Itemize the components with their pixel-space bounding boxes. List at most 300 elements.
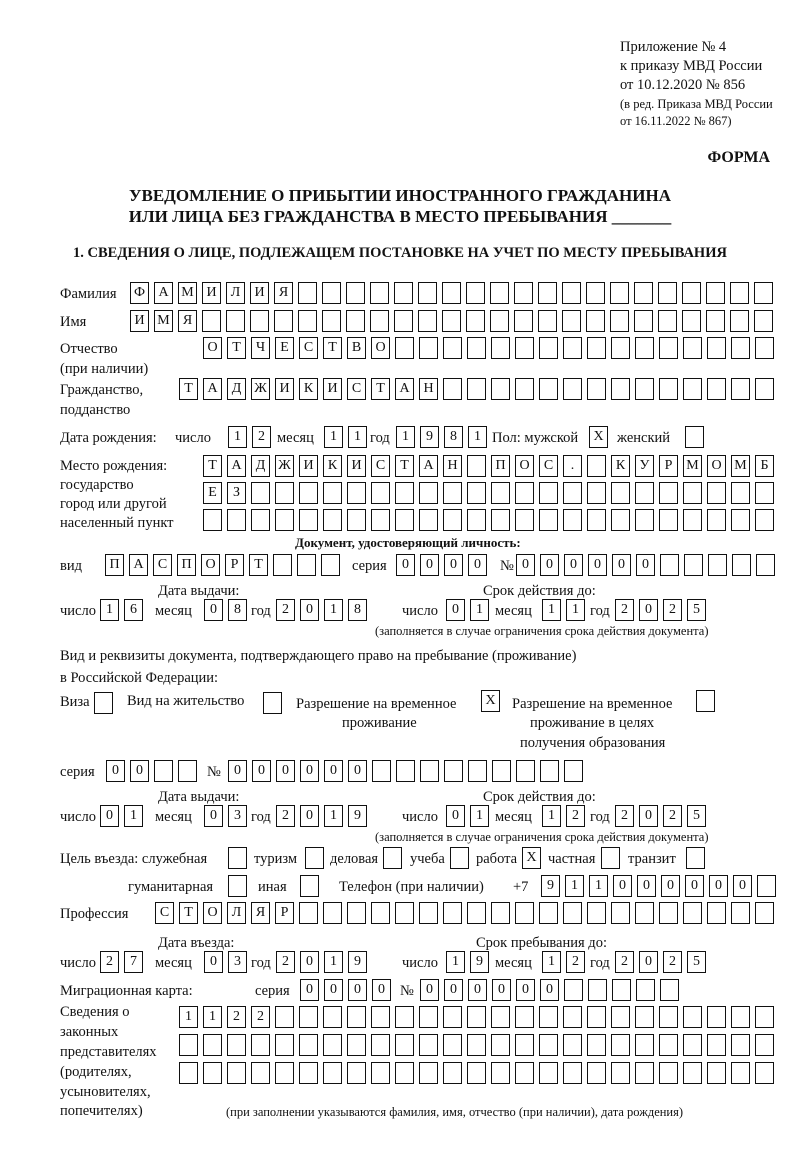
- birthplace-field-3[interactable]: [203, 509, 774, 531]
- char-cell[interactable]: [346, 282, 365, 304]
- purpose-tourism-checkbox[interactable]: [305, 847, 324, 869]
- char-cell[interactable]: [263, 692, 282, 714]
- char-cell[interactable]: [682, 282, 701, 304]
- purpose-study-checkbox[interactable]: [450, 847, 469, 869]
- right-series-field[interactable]: [106, 760, 197, 782]
- char-cell[interactable]: [563, 1034, 582, 1056]
- char-cell[interactable]: [443, 482, 462, 504]
- char-cell[interactable]: [467, 337, 486, 359]
- char-cell[interactable]: 1: [203, 1006, 222, 1028]
- char-cell[interactable]: [658, 310, 677, 332]
- char-cell[interactable]: [450, 847, 469, 869]
- char-cell[interactable]: И: [323, 378, 342, 400]
- char-cell[interactable]: М: [683, 455, 702, 477]
- char-cell[interactable]: К: [299, 378, 318, 400]
- char-cell[interactable]: [515, 1062, 534, 1084]
- char-cell[interactable]: [683, 378, 702, 400]
- char-cell[interactable]: [443, 509, 462, 531]
- char-cell[interactable]: [730, 310, 749, 332]
- char-cell[interactable]: М: [154, 310, 173, 332]
- char-cell[interactable]: [660, 979, 679, 1001]
- char-cell[interactable]: [203, 1062, 222, 1084]
- char-cell[interactable]: Т: [179, 902, 198, 924]
- birth-month-field[interactable]: [324, 426, 367, 448]
- char-cell[interactable]: [731, 509, 750, 531]
- char-cell[interactable]: 0: [564, 554, 583, 576]
- id-valid-day-field[interactable]: [446, 599, 489, 621]
- visa-checkbox[interactable]: [94, 692, 113, 714]
- char-cell[interactable]: [755, 1062, 774, 1084]
- char-cell[interactable]: [539, 902, 558, 924]
- char-cell[interactable]: [227, 1062, 246, 1084]
- char-cell[interactable]: [467, 482, 486, 504]
- stay-year-field[interactable]: [615, 951, 706, 973]
- char-cell[interactable]: X: [589, 426, 608, 448]
- char-cell[interactable]: Р: [275, 902, 294, 924]
- char-cell[interactable]: К: [611, 455, 630, 477]
- char-cell[interactable]: [298, 310, 317, 332]
- char-cell[interactable]: [756, 554, 775, 576]
- entry-month-field[interactable]: [204, 951, 247, 973]
- char-cell[interactable]: 1: [324, 951, 343, 973]
- char-cell[interactable]: [612, 979, 631, 1001]
- char-cell[interactable]: [443, 1006, 462, 1028]
- char-cell[interactable]: 5: [687, 599, 706, 621]
- mc-number-field[interactable]: [420, 979, 679, 1001]
- char-cell[interactable]: 1: [179, 1006, 198, 1028]
- char-cell[interactable]: [635, 509, 654, 531]
- char-cell[interactable]: [383, 847, 402, 869]
- char-cell[interactable]: 5: [687, 805, 706, 827]
- char-cell[interactable]: 5: [687, 951, 706, 973]
- char-cell[interactable]: [394, 310, 413, 332]
- char-cell[interactable]: С: [153, 554, 172, 576]
- char-cell[interactable]: 2: [615, 805, 634, 827]
- char-cell[interactable]: [611, 509, 630, 531]
- char-cell[interactable]: 0: [516, 554, 535, 576]
- char-cell[interactable]: 0: [300, 760, 319, 782]
- char-cell[interactable]: Д: [251, 455, 270, 477]
- char-cell[interactable]: [610, 310, 629, 332]
- char-cell[interactable]: 2: [100, 951, 119, 973]
- char-cell[interactable]: 0: [446, 599, 465, 621]
- char-cell[interactable]: [515, 337, 534, 359]
- char-cell[interactable]: [395, 509, 414, 531]
- char-cell[interactable]: [154, 760, 173, 782]
- char-cell[interactable]: Б: [755, 455, 774, 477]
- char-cell[interactable]: З: [227, 482, 246, 504]
- char-cell[interactable]: [323, 509, 342, 531]
- char-cell[interactable]: [754, 310, 773, 332]
- char-cell[interactable]: Л: [226, 282, 245, 304]
- char-cell[interactable]: [347, 1062, 366, 1084]
- char-cell[interactable]: [227, 1034, 246, 1056]
- entry-year-field[interactable]: [276, 951, 367, 973]
- char-cell[interactable]: [731, 337, 750, 359]
- char-cell[interactable]: С: [155, 902, 174, 924]
- id-valid-year-field[interactable]: [615, 599, 706, 621]
- char-cell[interactable]: [683, 1006, 702, 1028]
- char-cell[interactable]: 0: [300, 979, 319, 1001]
- char-cell[interactable]: [491, 1034, 510, 1056]
- char-cell[interactable]: [683, 1034, 702, 1056]
- char-cell[interactable]: [299, 1034, 318, 1056]
- char-cell[interactable]: [635, 1006, 654, 1028]
- char-cell[interactable]: Ж: [275, 455, 294, 477]
- char-cell[interactable]: [491, 482, 510, 504]
- name-field[interactable]: [130, 310, 773, 332]
- profession-field[interactable]: [155, 902, 774, 924]
- char-cell[interactable]: Я: [178, 310, 197, 332]
- char-cell[interactable]: [683, 337, 702, 359]
- char-cell[interactable]: [323, 482, 342, 504]
- char-cell[interactable]: 8: [444, 426, 463, 448]
- char-cell[interactable]: [683, 1062, 702, 1084]
- char-cell[interactable]: К: [323, 455, 342, 477]
- char-cell[interactable]: [419, 337, 438, 359]
- char-cell[interactable]: 0: [130, 760, 149, 782]
- char-cell[interactable]: 0: [613, 875, 632, 897]
- char-cell[interactable]: М: [731, 455, 750, 477]
- id-issue-day-field[interactable]: [100, 599, 143, 621]
- char-cell[interactable]: 1: [446, 951, 465, 973]
- char-cell[interactable]: 3: [228, 805, 247, 827]
- char-cell[interactable]: [347, 482, 366, 504]
- char-cell[interactable]: [228, 847, 247, 869]
- char-cell[interactable]: [707, 378, 726, 400]
- char-cell[interactable]: [419, 1034, 438, 1056]
- char-cell[interactable]: [659, 1034, 678, 1056]
- char-cell[interactable]: [658, 282, 677, 304]
- id-issue-month-field[interactable]: [204, 599, 247, 621]
- char-cell[interactable]: 1: [228, 426, 247, 448]
- char-cell[interactable]: [372, 760, 391, 782]
- char-cell[interactable]: [251, 482, 270, 504]
- surname-field[interactable]: [130, 282, 773, 304]
- char-cell[interactable]: М: [178, 282, 197, 304]
- char-cell[interactable]: [731, 1062, 750, 1084]
- char-cell[interactable]: [515, 482, 534, 504]
- temp-residence-checkbox[interactable]: [481, 690, 500, 712]
- char-cell[interactable]: [491, 902, 510, 924]
- char-cell[interactable]: Ф: [130, 282, 149, 304]
- char-cell[interactable]: [586, 310, 605, 332]
- char-cell[interactable]: 1: [470, 599, 489, 621]
- char-cell[interactable]: 0: [252, 760, 271, 782]
- entry-day-field[interactable]: [100, 951, 143, 973]
- char-cell[interactable]: [707, 337, 726, 359]
- char-cell[interactable]: [563, 1006, 582, 1028]
- char-cell[interactable]: 0: [204, 805, 223, 827]
- char-cell[interactable]: [297, 554, 316, 576]
- char-cell[interactable]: [323, 1034, 342, 1056]
- char-cell[interactable]: [730, 282, 749, 304]
- right-issue-day-field[interactable]: [100, 805, 143, 827]
- char-cell[interactable]: 0: [204, 599, 223, 621]
- char-cell[interactable]: [539, 1034, 558, 1056]
- char-cell[interactable]: [636, 979, 655, 1001]
- char-cell[interactable]: [601, 847, 620, 869]
- char-cell[interactable]: 0: [685, 875, 704, 897]
- char-cell[interactable]: 0: [709, 875, 728, 897]
- char-cell[interactable]: [514, 282, 533, 304]
- char-cell[interactable]: [659, 509, 678, 531]
- char-cell[interactable]: 0: [444, 554, 463, 576]
- char-cell[interactable]: 0: [276, 760, 295, 782]
- char-cell[interactable]: [634, 282, 653, 304]
- char-cell[interactable]: 2: [615, 599, 634, 621]
- char-cell[interactable]: 0: [324, 760, 343, 782]
- char-cell[interactable]: [492, 760, 511, 782]
- char-cell[interactable]: [178, 760, 197, 782]
- char-cell[interactable]: [251, 509, 270, 531]
- char-cell[interactable]: [683, 902, 702, 924]
- char-cell[interactable]: [611, 482, 630, 504]
- char-cell[interactable]: [490, 282, 509, 304]
- reps-field-2[interactable]: [179, 1034, 774, 1056]
- char-cell[interactable]: [587, 378, 606, 400]
- char-cell[interactable]: 2: [251, 1006, 270, 1028]
- char-cell[interactable]: Л: [227, 902, 246, 924]
- char-cell[interactable]: 0: [324, 979, 343, 1001]
- char-cell[interactable]: [755, 509, 774, 531]
- char-cell[interactable]: 1: [542, 951, 561, 973]
- char-cell[interactable]: [442, 282, 461, 304]
- char-cell[interactable]: [419, 509, 438, 531]
- char-cell[interactable]: 1: [565, 875, 584, 897]
- char-cell[interactable]: 0: [733, 875, 752, 897]
- char-cell[interactable]: 1: [324, 599, 343, 621]
- birth-year-field[interactable]: [396, 426, 487, 448]
- char-cell[interactable]: [587, 455, 606, 477]
- char-cell[interactable]: А: [419, 455, 438, 477]
- char-cell[interactable]: Ж: [251, 378, 270, 400]
- char-cell[interactable]: 0: [636, 554, 655, 576]
- char-cell[interactable]: 0: [516, 979, 535, 1001]
- char-cell[interactable]: [467, 1062, 486, 1084]
- char-cell[interactable]: [371, 1062, 390, 1084]
- char-cell[interactable]: А: [129, 554, 148, 576]
- char-cell[interactable]: [371, 482, 390, 504]
- char-cell[interactable]: [682, 310, 701, 332]
- char-cell[interactable]: 0: [446, 805, 465, 827]
- char-cell[interactable]: [226, 310, 245, 332]
- char-cell[interactable]: [420, 760, 439, 782]
- char-cell[interactable]: [611, 1006, 630, 1028]
- char-cell[interactable]: [491, 378, 510, 400]
- char-cell[interactable]: [659, 1062, 678, 1084]
- birth-day-field[interactable]: [228, 426, 271, 448]
- char-cell[interactable]: [515, 378, 534, 400]
- char-cell[interactable]: Т: [371, 378, 390, 400]
- char-cell[interactable]: [275, 1034, 294, 1056]
- char-cell[interactable]: 1: [100, 599, 119, 621]
- char-cell[interactable]: [443, 337, 462, 359]
- char-cell[interactable]: [706, 310, 725, 332]
- char-cell[interactable]: [443, 1062, 462, 1084]
- char-cell[interactable]: [563, 509, 582, 531]
- char-cell[interactable]: 2: [276, 599, 295, 621]
- char-cell[interactable]: Я: [274, 282, 293, 304]
- id-kind-field[interactable]: [105, 554, 340, 576]
- char-cell[interactable]: [347, 509, 366, 531]
- id-number-field[interactable]: [516, 554, 775, 576]
- char-cell[interactable]: .: [563, 455, 582, 477]
- char-cell[interactable]: [587, 482, 606, 504]
- char-cell[interactable]: [611, 337, 630, 359]
- reps-field-1[interactable]: [179, 1006, 774, 1028]
- char-cell[interactable]: [564, 979, 583, 1001]
- char-cell[interactable]: [587, 1006, 606, 1028]
- char-cell[interactable]: [466, 310, 485, 332]
- char-cell[interactable]: 8: [348, 599, 367, 621]
- purpose-humanitarian-checkbox[interactable]: [228, 875, 247, 897]
- char-cell[interactable]: [491, 337, 510, 359]
- char-cell[interactable]: Д: [227, 378, 246, 400]
- char-cell[interactable]: О: [515, 455, 534, 477]
- char-cell[interactable]: 0: [468, 554, 487, 576]
- char-cell[interactable]: [634, 310, 653, 332]
- char-cell[interactable]: [562, 310, 581, 332]
- char-cell[interactable]: 1: [468, 426, 487, 448]
- char-cell[interactable]: Т: [203, 455, 222, 477]
- char-cell[interactable]: 0: [639, 805, 658, 827]
- char-cell[interactable]: [540, 760, 559, 782]
- char-cell[interactable]: [275, 482, 294, 504]
- char-cell[interactable]: Е: [275, 337, 294, 359]
- char-cell[interactable]: [563, 1062, 582, 1084]
- char-cell[interactable]: [442, 310, 461, 332]
- char-cell[interactable]: 1: [470, 805, 489, 827]
- char-cell[interactable]: [659, 337, 678, 359]
- char-cell[interactable]: [755, 1034, 774, 1056]
- char-cell[interactable]: [274, 310, 293, 332]
- char-cell[interactable]: [299, 482, 318, 504]
- char-cell[interactable]: 0: [100, 805, 119, 827]
- char-cell[interactable]: 0: [588, 554, 607, 576]
- char-cell[interactable]: [491, 1062, 510, 1084]
- mc-series-field[interactable]: [300, 979, 391, 1001]
- char-cell[interactable]: Ч: [251, 337, 270, 359]
- char-cell[interactable]: 1: [566, 599, 585, 621]
- char-cell[interactable]: И: [275, 378, 294, 400]
- char-cell[interactable]: 1: [542, 599, 561, 621]
- char-cell[interactable]: 0: [492, 979, 511, 1001]
- char-cell[interactable]: [563, 482, 582, 504]
- char-cell[interactable]: [275, 1006, 294, 1028]
- residence-permit-checkbox[interactable]: [263, 692, 282, 714]
- char-cell[interactable]: 1: [324, 426, 343, 448]
- char-cell[interactable]: [273, 554, 292, 576]
- char-cell[interactable]: [757, 875, 776, 897]
- char-cell[interactable]: [659, 1006, 678, 1028]
- char-cell[interactable]: [707, 902, 726, 924]
- char-cell[interactable]: [491, 509, 510, 531]
- char-cell[interactable]: 0: [348, 979, 367, 1001]
- char-cell[interactable]: 3: [228, 951, 247, 973]
- char-cell[interactable]: [611, 1034, 630, 1056]
- char-cell[interactable]: [323, 1062, 342, 1084]
- char-cell[interactable]: [94, 692, 113, 714]
- char-cell[interactable]: [371, 509, 390, 531]
- right-issue-month-field[interactable]: [204, 805, 247, 827]
- char-cell[interactable]: [707, 509, 726, 531]
- char-cell[interactable]: И: [130, 310, 149, 332]
- char-cell[interactable]: [538, 282, 557, 304]
- char-cell[interactable]: 1: [542, 805, 561, 827]
- char-cell[interactable]: [251, 1062, 270, 1084]
- char-cell[interactable]: [466, 282, 485, 304]
- char-cell[interactable]: 1: [124, 805, 143, 827]
- char-cell[interactable]: А: [227, 455, 246, 477]
- char-cell[interactable]: Р: [659, 455, 678, 477]
- id-issue-year-field[interactable]: [276, 599, 367, 621]
- char-cell[interactable]: [706, 282, 725, 304]
- char-cell[interactable]: [467, 509, 486, 531]
- char-cell[interactable]: [322, 310, 341, 332]
- char-cell[interactable]: [251, 1034, 270, 1056]
- char-cell[interactable]: 1: [348, 426, 367, 448]
- purpose-transit-checkbox[interactable]: [686, 847, 705, 869]
- char-cell[interactable]: [611, 1062, 630, 1084]
- char-cell[interactable]: И: [250, 282, 269, 304]
- char-cell[interactable]: [755, 482, 774, 504]
- char-cell[interactable]: [443, 1034, 462, 1056]
- char-cell[interactable]: 9: [348, 805, 367, 827]
- char-cell[interactable]: [443, 902, 462, 924]
- char-cell[interactable]: [515, 902, 534, 924]
- char-cell[interactable]: [371, 1006, 390, 1028]
- char-cell[interactable]: 0: [639, 599, 658, 621]
- char-cell[interactable]: Т: [249, 554, 268, 576]
- char-cell[interactable]: П: [491, 455, 510, 477]
- char-cell[interactable]: 6: [124, 599, 143, 621]
- char-cell[interactable]: И: [299, 455, 318, 477]
- char-cell[interactable]: [683, 509, 702, 531]
- char-cell[interactable]: [635, 378, 654, 400]
- char-cell[interactable]: 7: [124, 951, 143, 973]
- char-cell[interactable]: [696, 690, 715, 712]
- char-cell[interactable]: [444, 760, 463, 782]
- char-cell[interactable]: [418, 282, 437, 304]
- char-cell[interactable]: [396, 760, 415, 782]
- char-cell[interactable]: [467, 1034, 486, 1056]
- citizenship-field[interactable]: [179, 378, 774, 400]
- stay-day-field[interactable]: [446, 951, 489, 973]
- char-cell[interactable]: [610, 282, 629, 304]
- char-cell[interactable]: [515, 1006, 534, 1028]
- char-cell[interactable]: 2: [252, 426, 271, 448]
- char-cell[interactable]: 2: [615, 951, 634, 973]
- char-cell[interactable]: 0: [540, 979, 559, 1001]
- char-cell[interactable]: [754, 282, 773, 304]
- char-cell[interactable]: И: [347, 455, 366, 477]
- char-cell[interactable]: [323, 902, 342, 924]
- purpose-work-checkbox[interactable]: [522, 847, 541, 869]
- char-cell[interactable]: [755, 1006, 774, 1028]
- char-cell[interactable]: Н: [419, 378, 438, 400]
- char-cell[interactable]: [731, 1034, 750, 1056]
- char-cell[interactable]: 2: [276, 805, 295, 827]
- char-cell[interactable]: [659, 902, 678, 924]
- purpose-other-checkbox[interactable]: [300, 875, 319, 897]
- char-cell[interactable]: 0: [639, 951, 658, 973]
- char-cell[interactable]: [419, 1006, 438, 1028]
- char-cell[interactable]: [539, 378, 558, 400]
- char-cell[interactable]: 0: [444, 979, 463, 1001]
- char-cell[interactable]: 0: [300, 599, 319, 621]
- char-cell[interactable]: [419, 902, 438, 924]
